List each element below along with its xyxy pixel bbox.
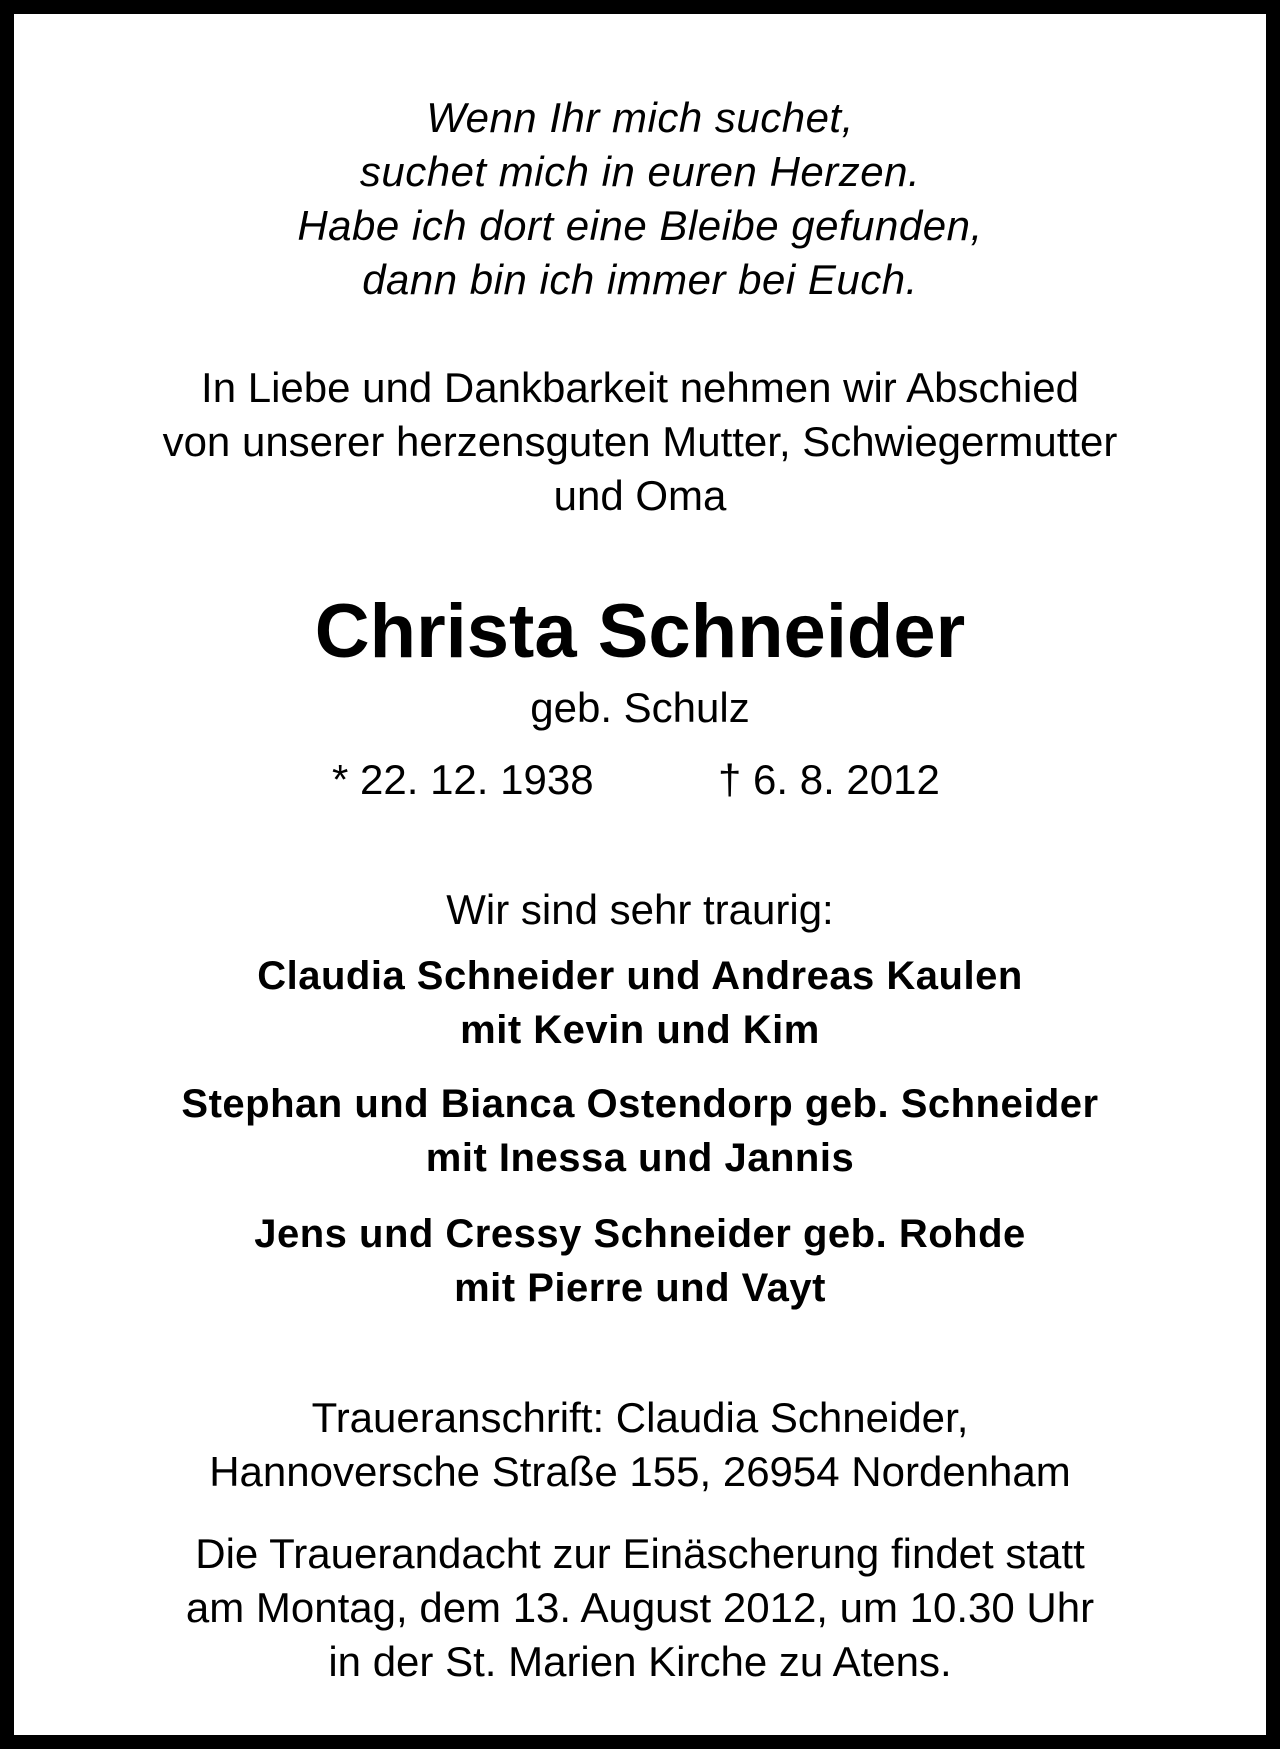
poem-line-4: dann bin ich immer bei Euch.	[362, 256, 918, 303]
service-line-3: in der St. Marien Kirche zu Atens.	[328, 1638, 952, 1685]
life-dates	[28, 756, 1252, 806]
intro-line-3: und Oma	[553, 472, 727, 519]
maiden-name: geb. Schulz	[530, 684, 750, 731]
family-2-line-1: Stephan und Bianca Ostendorp geb. Schneider	[181, 1082, 1099, 1126]
poem-line-1: Wenn Ihr mich suchet,	[426, 94, 854, 141]
poem-line-2: suchet mich in euren Herzen.	[359, 148, 921, 195]
poem-line-3: Habe ich dort eine Bleibe gefunden,	[297, 202, 983, 249]
service-line-1: Die Trauerandacht zur Einäscherung findet statt	[195, 1530, 1085, 1577]
obituary-content	[28, 28, 1252, 1721]
birth-date: * 22. 12. 1938	[332, 756, 594, 803]
service-line-2: am Montag, dem 13. August 2012, um 10.30 Uhr	[185, 1584, 1095, 1631]
deceased-name: Christa Schneider	[314, 589, 966, 674]
intro-line-2: von unserer herzensguten Mutter, Schwiegermutter	[162, 418, 1118, 465]
family-2-line-2: mit Inessa und Jannis	[425, 1136, 855, 1180]
family-1-line-1: Claudia Schneider und Andreas Kaulen	[257, 954, 1023, 998]
family-3-line-1: Jens und Cressy Schneider geb. Rohde	[254, 1212, 1026, 1256]
address-line-1: Traueranschrift: Claudia Schneider,	[311, 1394, 969, 1441]
family-3-line-2: mit Pierre und Vayt	[454, 1266, 826, 1310]
mourners-heading: Wir sind sehr traurig:	[446, 886, 834, 933]
intro-line-1: In Liebe und Dankbarkeit nehmen wir Abschied	[201, 364, 1079, 411]
family-1-line-2: mit Kevin und Kim	[460, 1008, 820, 1052]
death-date: † 6. 8. 2012	[718, 756, 940, 803]
address-line-2: Hannoversche Straße 155, 26954 Nordenham	[209, 1448, 1071, 1495]
